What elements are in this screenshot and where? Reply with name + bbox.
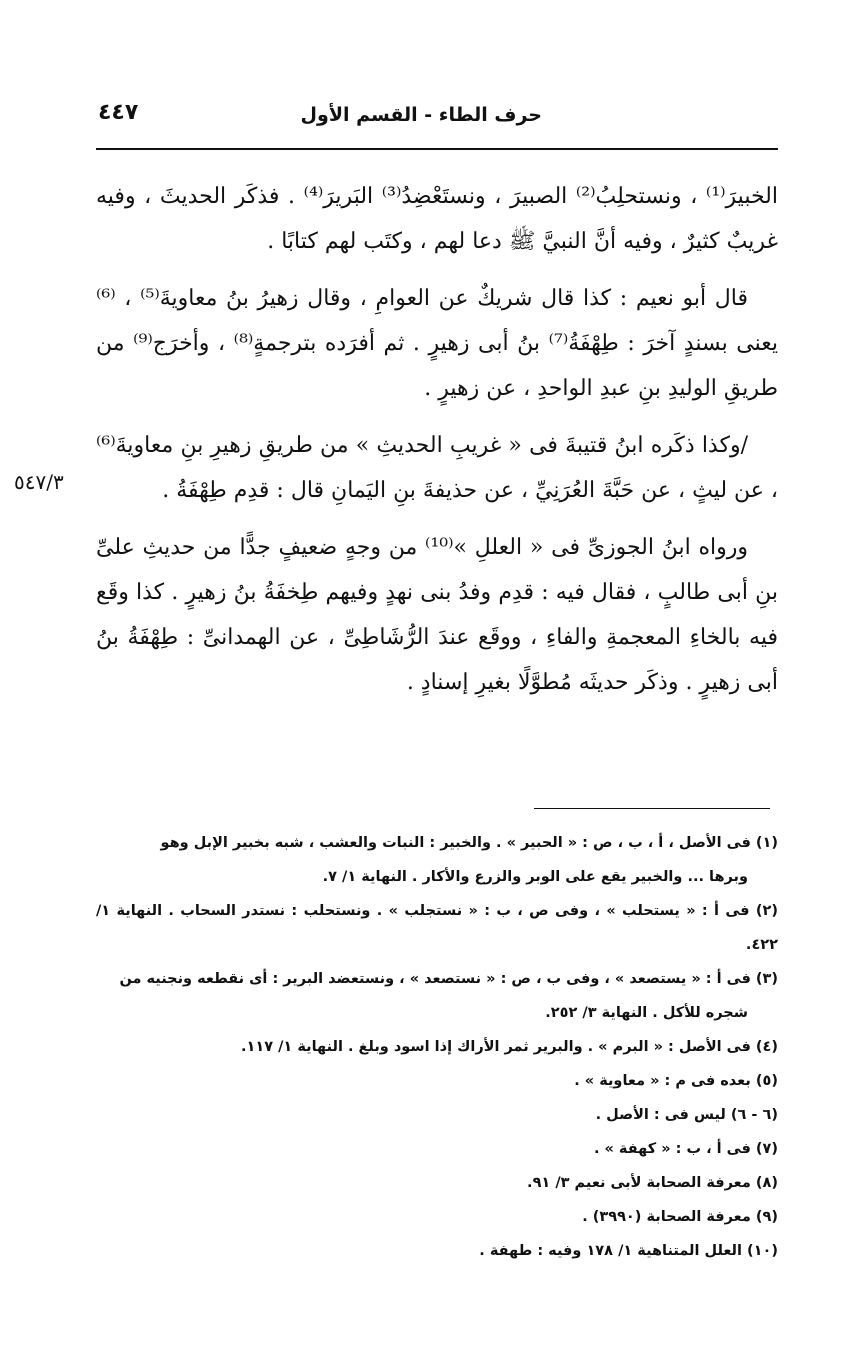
footnote-continuation: وبرها ... والخبير يقع على الوبر والزرع والأكار . النهاية ١/ ٧.	[322, 869, 748, 885]
footnote	[96, 1234, 778, 1268]
margin-volume-page-reference: ٥٤٧/٣	[14, 470, 64, 494]
footnote-text: (٨) معرفة الصحابة لأبى نعيم ٣/ ٩١.	[527, 1175, 778, 1191]
footnote-text: (٣) فى أ : « يستصعد » ، وفى ب ، ص : « نستصعد » ، ونستعضد البرير : أى نقطعه ونجنيه من	[119, 971, 778, 987]
footnotes	[96, 826, 778, 1268]
running-title: حرف الطاء - القسم الأول	[300, 104, 542, 126]
footnote-text: (٥) بعده فى م : « معاوية » .	[574, 1073, 778, 1089]
footnote	[96, 1030, 778, 1064]
footnote	[96, 962, 778, 1030]
header-divider	[96, 148, 778, 150]
footnote-divider	[534, 808, 770, 809]
footnote	[96, 894, 778, 962]
paragraph: قال أبو نعيم : كذا قال شريكٌ عن العوامِ ، وقال زهيرُ بنُ معاويةَ⁽⁵⁾ ، ⁽⁶⁾ يعنى بسندٍ آخرَ : طِهْفَةُ⁽⁷⁾ بنُ أبى زهيرٍ . ثم أفرَده بترجمةٍ⁽⁸⁾ ، وأخرَج⁽⁹⁾ من طريقِ الوليدِ بنِ عبدِ الواحدِ ، عن زهيرٍ .	[96, 286, 778, 401]
footnote-text: (٧) فى أ ، ب : « كهفة » .	[593, 1141, 778, 1157]
main-text	[96, 174, 778, 705]
footnote-text: (١٠) العلل المتناهية ١/ ١٧٨ وفيه : طهفة .	[479, 1243, 778, 1259]
paragraph: ورواه ابنُ الجوزىِّ فى « العللِ »⁽¹⁰⁾ من وجهٍ ضعيفٍ جدًّا من حديثِ علىِّ بنِ أبى طالبٍ ، فقال فيه : قدِم وفدُ بنى نهدٍ وفيهم طِخفَةُ بنُ زهيرٍ . كذا وقَع فيه بالخاءِ المعجمةِ والفاءِ ، ووقَع عندَ الرُّشَاطِىِّ ، عن الهمدانىِّ : طِهْفَةُ بنُ أبى زهيرٍ . وذكَر حديثَه مُطوَّلًا بغيرِ إسنادٍ .	[96, 535, 778, 695]
footnote	[96, 1064, 778, 1098]
page-number: ٤٤٧	[98, 100, 139, 125]
footnote-continuation: شجره للأكل . النهاية ٣/ ٢٥٢.	[545, 1005, 748, 1021]
footnote	[96, 1200, 778, 1234]
footnote-text: (٩) معرفة الصحابة (٣٩٩٠) .	[582, 1209, 778, 1225]
footnote	[96, 1132, 778, 1166]
footnote	[96, 826, 778, 894]
footnote-text: (٢) فى أ : « يستحلب » ، وفى ص ، ب : « نستجلب » . ونستحلب : نستدر السحاب . النهاية ١/ ٤٢٢.	[96, 903, 778, 953]
footnote-text: (١) فى الأصل ، أ ، ب ، ص : « الحبير » . والخبير : النبات والعشب ، شبه بخبير الإبل وهو	[160, 835, 778, 851]
footnote-text: (٦ - ٦) ليس فى : الأصل .	[595, 1107, 778, 1123]
footnote-text: (٤) فى الأصل : « البرم » . والبرير ثمر الأراك إذا اسود وبلغ . النهاية ١/ ١١٧.	[240, 1039, 778, 1055]
paragraph: الخبيرَ⁽¹⁾ ، ونستحلِبُ⁽²⁾ الصبيرَ ، ونستَعْضِدُ⁽³⁾ البَريرَ⁽⁴⁾ . فذكَر الحديثَ ، وفيه غريبٌ كثيرٌ ، وفيه أنَّ النبيَّ ﷺ دعا لهم ، وكتَب لهم كتابًا .	[96, 184, 778, 254]
footnote	[96, 1166, 778, 1200]
footnote	[96, 1098, 778, 1132]
paragraph: /وكذا ذكَره ابنُ قتيبةَ فى « غريبِ الحديثِ » من طريقِ زهيرِ بنِ معاويةَ⁽⁶⁾ ، عن ليثٍ ، عن حَبَّةَ العُرَنِيِّ ، عن حذيفةَ بنِ اليَمانِ قال : قدِم طِهْفَةُ .	[96, 433, 778, 503]
page-header	[96, 100, 778, 144]
